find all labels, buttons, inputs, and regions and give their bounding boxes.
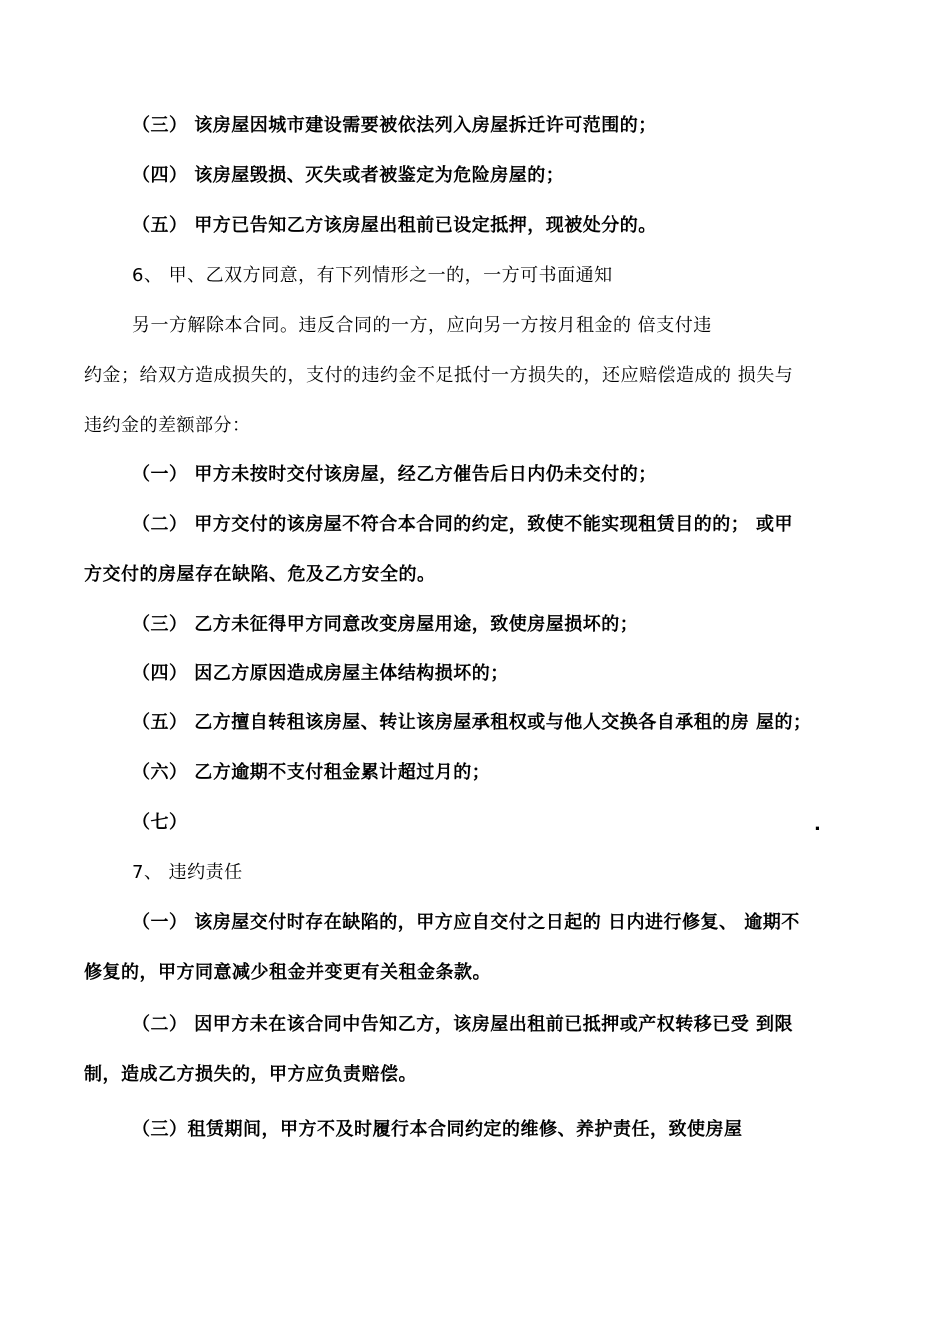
clause-6-heading: 6、 甲、乙双方同意，有下列情形之一的，一方可书面通知 [132,265,613,286]
clause-6-item-6: （六） 乙方逾期不支付租金累计超过月的； [132,762,491,783]
clause-7-heading: 7、 违约责任 [132,862,243,883]
clause-6-item-4: （四） 因乙方原因造成房屋主体结构损坏的； [132,663,509,684]
clause-6-item-7: （七） [132,812,188,833]
clause-6-text-line-2: 约金；给双方造成损失的，支付的违约金不足抵付一方损失的，还应赔偿造成的 损失与 [84,365,794,386]
clause-6-item-2-line-1: （二） 甲方交付的该房屋不符合本合同的约定，致使不能实现租赁目的的； 或甲 [132,514,794,535]
clause-7-item-1-line-2: 修复的，甲方同意减少租金并变更有关租金条款。 [84,962,491,983]
clause-7-item-3-line-1: （三）租赁期间，甲方不及时履行本合同约定的维修、养护责任，致使房屋 [132,1119,743,1140]
clause-6-item-1: （一） 甲方未按时交付该房屋，经乙方催告后日内仍未交付的； [132,464,657,485]
clause-6-item-3: （三） 乙方未征得甲方同意改变房屋用途，致使房屋损坏的； [132,614,639,635]
clause-3-item-5: （五） 甲方已告知乙方该房屋出租前已设定抵押，现被处分的。 [132,215,657,236]
clause-7-item-2-line-2: 制，造成乙方损失的，甲方应负责赔偿。 [84,1064,417,1085]
clause-6-text-line-3: 违约金的差额部分： [84,415,251,436]
clause-6-text-line-1: 另一方解除本合同。违反合同的一方，应向另一方按月租金的 倍支付违 [132,315,712,336]
clause-6-item-2-line-2: 方交付的房屋存在缺陷、危及乙方安全的。 [84,564,436,585]
clause-7-item-1-line-1: （一） 该房屋交付时存在缺陷的，甲方应自交付之日起的 日内进行修复、 逾期不 [132,912,800,933]
clause-3-item-4: （四） 该房屋毁损、灭失或者被鉴定为危险房屋的； [132,165,565,186]
clause-6-item-7-period: . [814,814,822,835]
clause-7-item-2-line-1: （二） 因甲方未在该合同中告知乙方，该房屋出租前已抵押或产权转移已受 到限 [132,1014,794,1035]
clause-6-item-5: （五） 乙方擅自转租该房屋、转让该房屋承租权或与他人交换各自承租的房 屋的； [132,712,812,733]
clause-3-item-3: （三） 该房屋因城市建设需要被依法列入房屋拆迁许可范围的； [132,115,657,136]
